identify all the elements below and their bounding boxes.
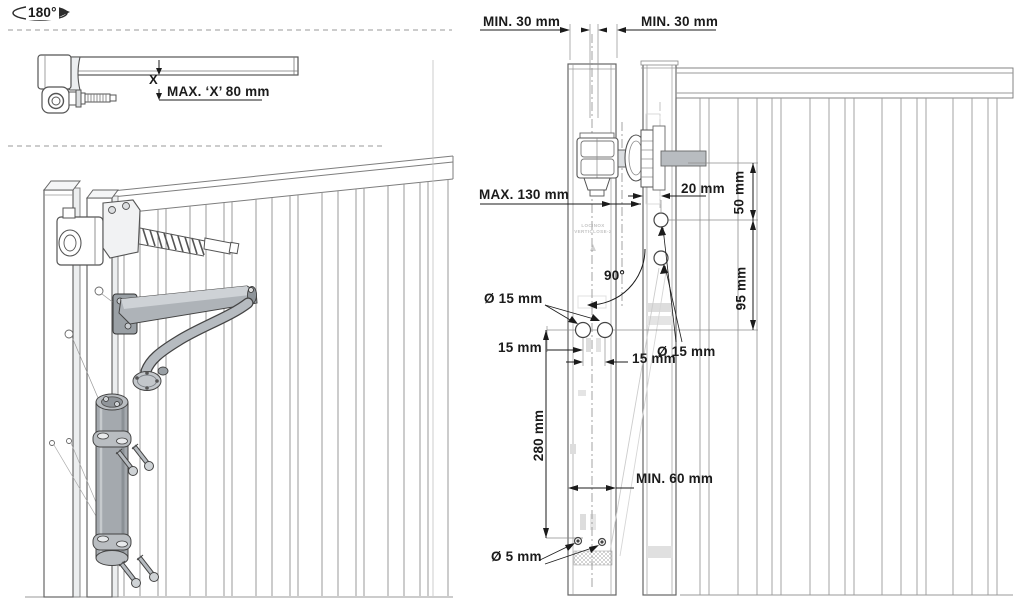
dim-dia15-left: Ø 15 mm <box>484 291 543 306</box>
iso-closer-arm <box>113 286 257 391</box>
iso-gate-top-rail <box>112 156 453 214</box>
dim-min60: MIN. 60 mm <box>636 471 714 486</box>
dim-dia5: Ø 5 mm <box>491 549 542 564</box>
rotation-180-label: 180° <box>28 5 57 20</box>
dim-95mm: 95 mm <box>733 266 749 310</box>
dim-15mm-offset: 15 mm <box>498 340 542 355</box>
dim-20mm: 20 mm <box>681 181 725 196</box>
iso-closer-cylinder <box>93 394 131 566</box>
dim-280mm-wrap <box>506 409 572 461</box>
elev-base-hatch <box>574 551 612 565</box>
dim-50mm: 50 mm <box>731 170 747 214</box>
iso-hinge-assembly <box>57 200 239 265</box>
dim-280mm: 280 mm <box>531 409 547 461</box>
dim-15mm-spacing: 15 mm <box>632 351 676 366</box>
dim-min30-left: MIN. 30 mm <box>483 14 561 29</box>
brand-line1: LOCINOX <box>581 223 605 228</box>
dim-50mm-wrap <box>711 170 767 214</box>
brand-plate <box>573 223 613 236</box>
dim-90deg: 90° <box>604 268 626 283</box>
x-gap-marker: X <box>149 72 158 87</box>
dim-max130: MAX. 130 mm <box>479 187 569 202</box>
elev-gate-rail-and-pickets <box>676 68 1013 595</box>
dim-dia15-right: Ø 15 mm <box>657 344 716 359</box>
dim-95mm-wrap <box>713 266 769 310</box>
max-x-dimension-label: MAX. ‘X’ 80 mm <box>167 84 270 99</box>
brand-line2: VERTICLOSE-2 <box>574 229 612 235</box>
dim-min30-right: MIN. 30 mm <box>641 14 719 29</box>
